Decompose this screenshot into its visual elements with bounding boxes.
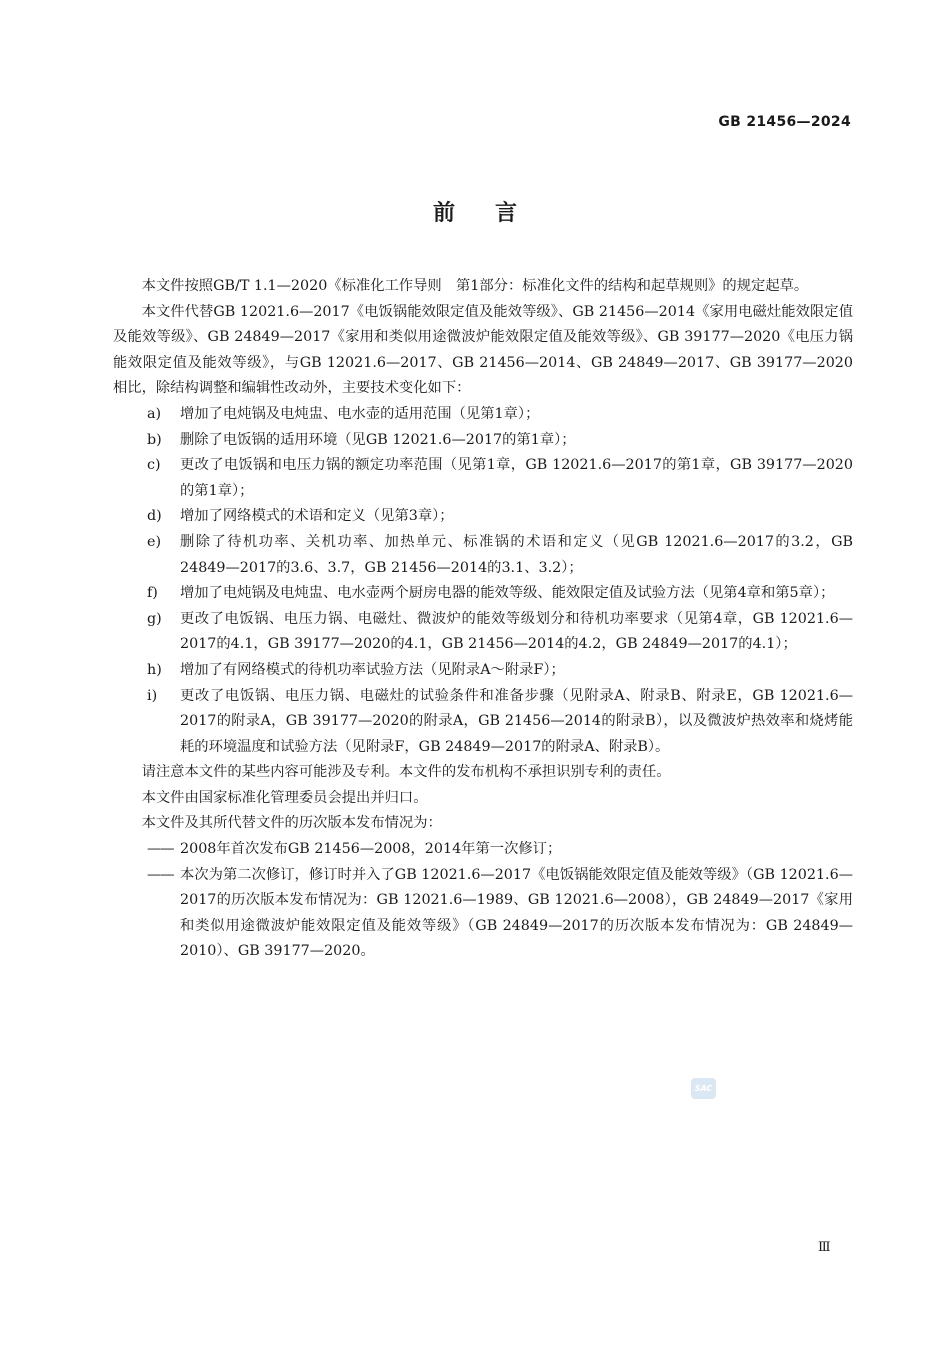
item-text: 更改了电饭锅、电压力锅、电磁灶、微波炉的能效等级划分和待机功率要求（见第4章，GB 12021.6—2017的4.1，GB 39177—2020的4.1，GB 21456—2014的4.2，GB 24849—2017的4.1）； bbox=[180, 610, 853, 653]
history-intro: 本文件及其所代替文件的历次版本发布情况为： bbox=[141, 815, 442, 832]
dash-marker: —— bbox=[147, 866, 174, 883]
change-item bbox=[113, 684, 853, 761]
dash-marker: —— bbox=[147, 841, 174, 858]
item-marker: a) bbox=[147, 405, 162, 422]
item-text: 删除了待机功率、关机功率、加热单元、标准锅的术语和定义（见GB 12021.6—2017的3.2，GB 24849—2017的3.6、3.7，GB 21456—2014的3.1、3.2）； bbox=[180, 533, 853, 576]
intro-paragraph: 本文件按照GB/T 1.1—2020《标准化工作导则 第1部分：标准化文件的结构和起草规则》的规定起草。 bbox=[141, 278, 809, 294]
history-text: 本次为第二次修订，修订时并入了GB 12021.6—2017《电饭锅能效限定值及能效等级》（GB 12021.6—2017的历次版本发布情况为：GB 12021.6—1989、GB 12021.6—2008），GB 24849—2017《家用和类似用途微波炉能效限定值及能效等级》（GB 24849—2017的历次版本发布情况为：GB 24849—2010）、GB 39177—2020。 bbox=[180, 866, 853, 960]
item-marker: h) bbox=[147, 661, 162, 678]
change-item bbox=[113, 428, 853, 454]
item-marker: i) bbox=[147, 687, 158, 704]
change-item bbox=[113, 402, 853, 428]
patent-notice: 请注意本文件的某些内容可能涉及专利。本文件的发布机构不承担识别专利的责任。 bbox=[141, 764, 671, 781]
change-item bbox=[113, 453, 853, 504]
change-item bbox=[113, 658, 853, 684]
page-title: 前言 bbox=[432, 201, 557, 226]
item-marker: f) bbox=[147, 585, 158, 602]
proposer-statement: 本文件由国家标准化管理委员会提出并归口。 bbox=[141, 789, 428, 806]
item-marker: e) bbox=[147, 533, 162, 550]
document-code: GB 21456—2024 bbox=[718, 114, 851, 130]
item-text: 增加了网络模式的术语和定义（见第3章）； bbox=[180, 508, 454, 525]
item-text: 增加了有网络模式的待机功率试验方法（见附录A～附录F）； bbox=[180, 661, 565, 678]
page-number: Ⅲ bbox=[818, 1240, 831, 1255]
item-text: 删除了电饭锅的适用环境（见GB 12021.6—2017的第1章）； bbox=[180, 431, 576, 448]
item-marker: d) bbox=[147, 508, 162, 525]
change-item bbox=[113, 607, 853, 658]
history-text: 2008年首次发布GB 21456—2008，2014年第一次修订； bbox=[180, 841, 562, 858]
intro-paragraph: 本文件代替GB 12021.6—2017《电饭锅能效限定值及能效等级》、GB 21456—2014《家用电磁灶能效限定值及能效等级》、GB 24849—2017《家用和类似用途微波炉能效限定值及能效等级》、GB 39177—2020《电压力锅能效限定值及能效等级》，与GB 12021.6—2017、GB 21456—2014、GB 24849—2017、GB 39177—2020相比，除结构调整和编辑性改动外，主要技术变化如下： bbox=[113, 303, 853, 397]
change-item bbox=[113, 530, 853, 581]
item-marker: c) bbox=[147, 457, 161, 474]
item-text: 增加了电炖锅及电炖盅、电水壶两个厨房电器的能效等级、能效限定值及试验方法（见第4章和第5章）； bbox=[180, 585, 835, 602]
foreword-body bbox=[113, 274, 853, 965]
item-text: 更改了电饭锅、电压力锅、电磁灶的试验条件和准备步骤（见附录A、附录B、附录E，GB 12021.6—2017的附录A，GB 39177—2020的附录A，GB 21456—2014的附录B），以及微波炉热效率和烧烤能耗的环境温度和试验方法（见附录F，GB 24849—2017的附录A、附录B）。 bbox=[180, 687, 853, 755]
history-item bbox=[113, 863, 853, 965]
sac-watermark-logo: SAC bbox=[691, 1078, 716, 1099]
item-text: 增加了电炖锅及电炖盅、电水壶的适用范围（见第1章）； bbox=[180, 405, 540, 422]
item-text: 更改了电饭锅和电压力锅的额定功率范围（见第1章，GB 12021.6—2017的第1章，GB 39177—2020的第1章）； bbox=[180, 457, 853, 499]
item-marker: b) bbox=[147, 431, 162, 448]
item-marker: g) bbox=[147, 610, 162, 627]
change-item bbox=[113, 581, 853, 607]
change-item bbox=[113, 504, 853, 530]
history-item bbox=[113, 837, 853, 863]
